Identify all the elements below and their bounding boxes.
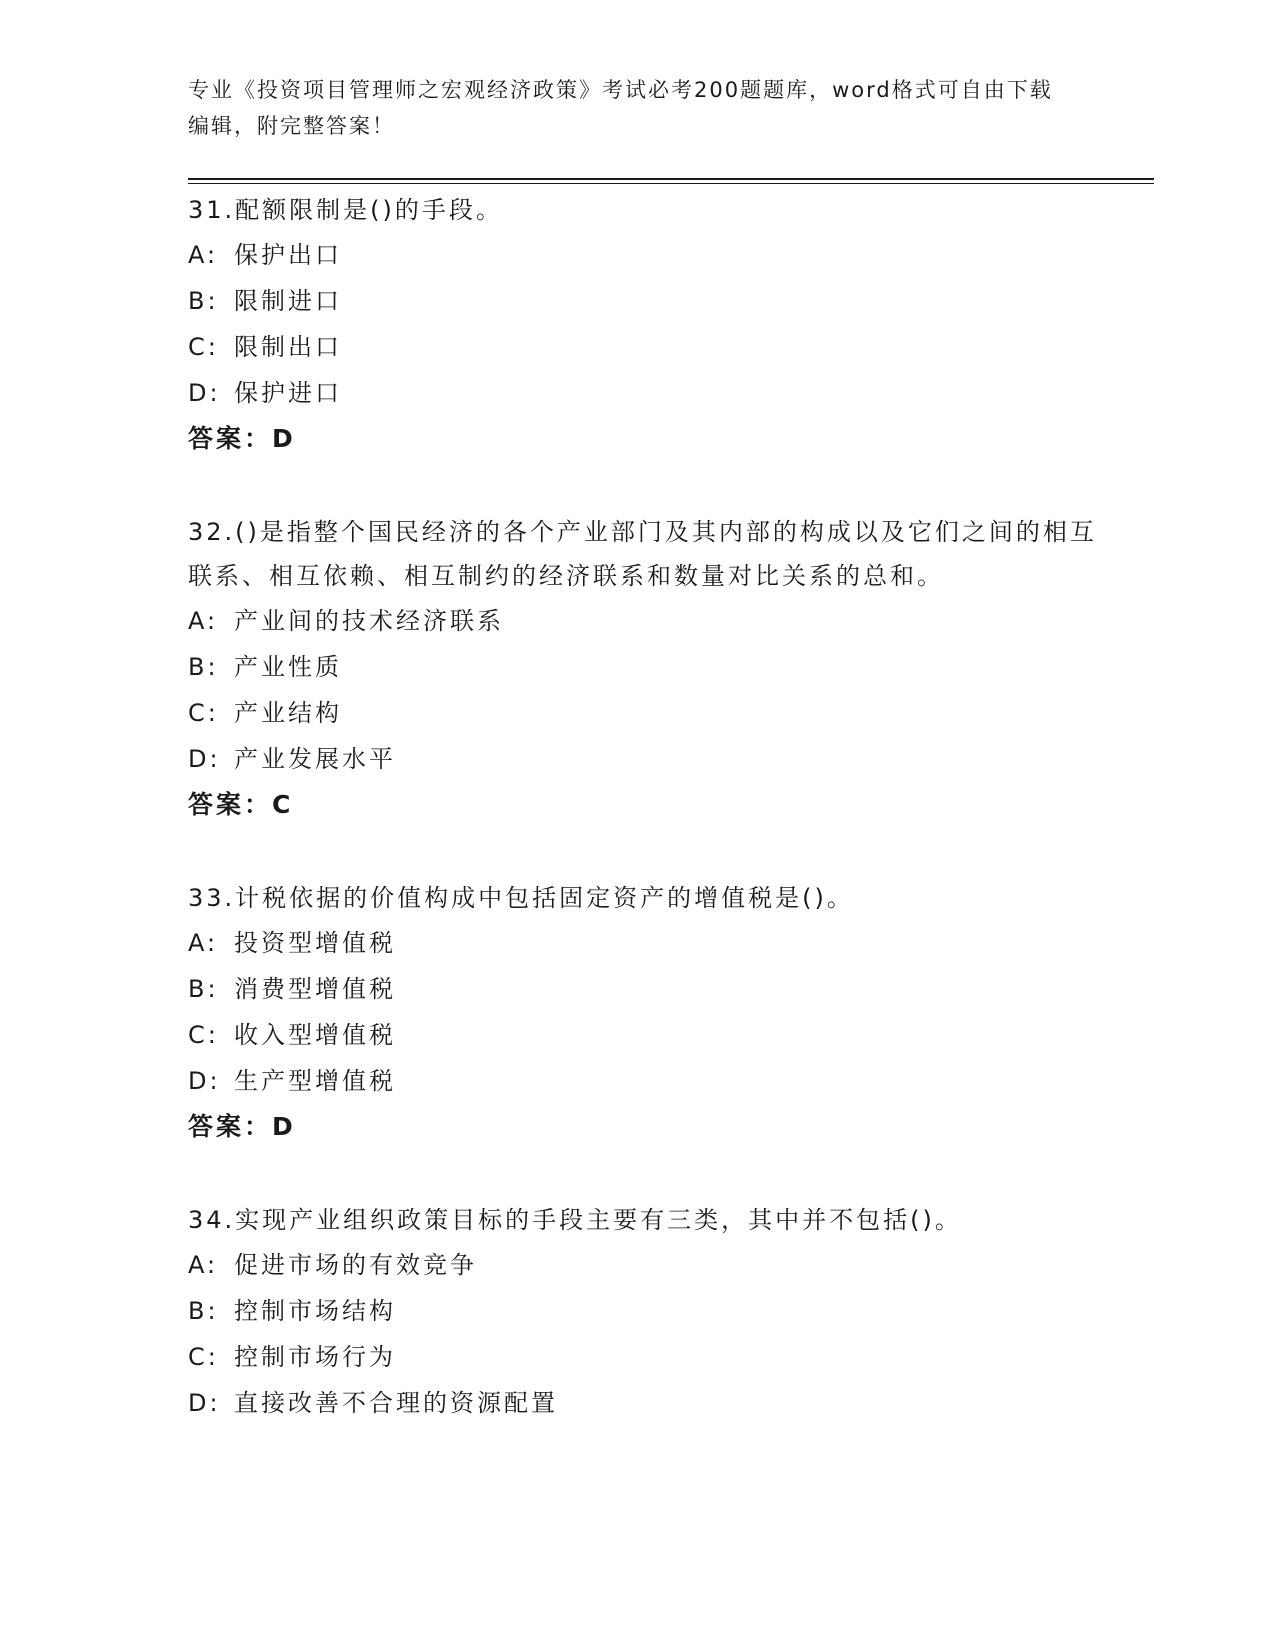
option-text: 产业间的技术经济联系 xyxy=(234,607,504,635)
option-a xyxy=(188,920,1108,966)
question-stem: 34.实现产业组织政策目标的手段主要有三类，其中并不包括()。 xyxy=(188,1206,962,1234)
option-text: 控制市场行为 xyxy=(234,1343,396,1371)
option-letter: B: xyxy=(188,287,219,315)
option-text: 限制出口 xyxy=(234,333,342,361)
question-31 xyxy=(188,188,1108,462)
question-list xyxy=(188,188,1108,1474)
option-d xyxy=(188,370,1108,416)
question-34 xyxy=(188,1198,1108,1426)
option-text: 促进市场的有效竞争 xyxy=(234,1251,477,1279)
option-letter: C: xyxy=(188,333,219,361)
answer-line: 答案：D xyxy=(188,424,296,453)
option-text: 产业性质 xyxy=(234,653,342,681)
question-stem: 31.配额限制是()的手段。 xyxy=(188,196,503,224)
option-letter: B: xyxy=(188,653,219,681)
option-letter: D: xyxy=(188,1067,221,1095)
option-letter: D: xyxy=(188,1389,221,1417)
option-text: 保护进口 xyxy=(234,379,342,407)
answer-line: 答案：D xyxy=(188,1112,296,1141)
option-a xyxy=(188,598,1108,644)
option-a xyxy=(188,232,1108,278)
option-letter: A: xyxy=(188,241,219,269)
option-letter: A: xyxy=(188,1251,219,1279)
document-header: 专业《投资项目管理师之宏观经济政策》考试必考200题题库，word格式可自由下载编辑，附完整答案！ xyxy=(188,78,1053,138)
option-letter: C: xyxy=(188,699,219,727)
answer-line: 答案：C xyxy=(188,790,294,819)
option-c xyxy=(188,690,1108,736)
question-stem: 33.计税依据的价值构成中包括固定资产的增值税是()。 xyxy=(188,884,854,912)
option-text: 收入型增值税 xyxy=(234,1021,396,1049)
option-text: 生产型增值税 xyxy=(234,1067,396,1095)
header-rule-thick xyxy=(188,178,1154,180)
option-text: 保护出口 xyxy=(234,241,342,269)
option-text: 直接改善不合理的资源配置 xyxy=(234,1389,558,1417)
option-letter: A: xyxy=(188,929,219,957)
option-c xyxy=(188,1334,1108,1380)
option-letter: D: xyxy=(188,745,221,773)
option-text: 投资型增值税 xyxy=(234,929,396,957)
option-c xyxy=(188,324,1108,370)
option-b xyxy=(188,644,1108,690)
option-c xyxy=(188,1012,1108,1058)
option-text: 产业发展水平 xyxy=(234,745,396,773)
option-letter: B: xyxy=(188,975,219,1003)
header-rule-thin xyxy=(188,183,1154,184)
question-33 xyxy=(188,876,1108,1150)
option-b xyxy=(188,278,1108,324)
option-b xyxy=(188,1288,1108,1334)
option-b xyxy=(188,966,1108,1012)
option-text: 产业结构 xyxy=(234,699,342,727)
option-text: 限制进口 xyxy=(234,287,342,315)
option-letter: A: xyxy=(188,607,219,635)
option-letter: B: xyxy=(188,1297,219,1325)
question-32 xyxy=(188,510,1108,828)
option-d xyxy=(188,736,1108,782)
option-letter: C: xyxy=(188,1343,219,1371)
option-d xyxy=(188,1380,1108,1426)
question-stem: 32.()是指整个国民经济的各个产业部门及其内部的构成以及它们之间的相互联系、相互依赖、相互制约的经济联系和数量对比关系的总和。 xyxy=(188,518,1097,590)
option-letter: C: xyxy=(188,1021,219,1049)
option-a xyxy=(188,1242,1108,1288)
option-text: 消费型增值税 xyxy=(234,975,396,1003)
option-text: 控制市场结构 xyxy=(234,1297,396,1325)
option-d xyxy=(188,1058,1108,1104)
option-letter: D: xyxy=(188,379,221,407)
